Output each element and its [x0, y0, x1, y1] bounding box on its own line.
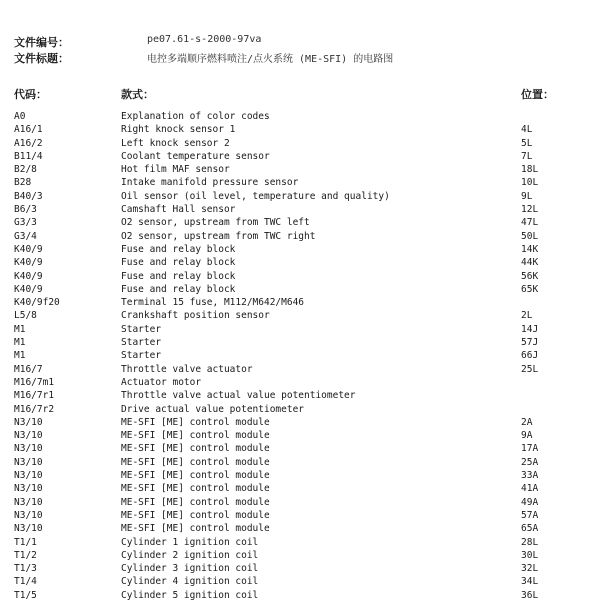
table-row — [0, 456, 607, 469]
component-description: Cylinder 3 ignition coil — [121, 563, 259, 575]
component-description: ME-SFI [ME] control module — [121, 509, 270, 521]
component-position: 49A — [521, 496, 539, 508]
component-code: M16/7m1 — [14, 376, 55, 388]
component-description: Actuator motor — [121, 376, 202, 388]
table-row — [0, 123, 607, 136]
component-description: ME-SFI [ME] control module — [121, 430, 270, 442]
component-position: 17A — [521, 443, 539, 455]
component-code: M1 — [14, 337, 26, 349]
table-row — [0, 296, 607, 309]
table-row — [0, 442, 607, 455]
component-code: K40/9 — [14, 283, 43, 295]
component-code: L5/8 — [14, 310, 37, 322]
component-description: Starter — [121, 350, 162, 362]
component-position: 33A — [521, 470, 539, 482]
component-code: A16/2 — [14, 137, 43, 149]
component-code: A0 — [14, 111, 26, 122]
component-position: 41A — [521, 483, 539, 495]
component-position: 57A — [521, 509, 539, 521]
component-code: B6/3 — [14, 204, 37, 216]
component-description: Right knock sensor 1 — [121, 124, 236, 136]
doc-number-label: 文件编号： — [14, 36, 69, 49]
table-row — [0, 562, 607, 575]
column-header-code: 代码： — [14, 88, 47, 101]
table-row — [0, 323, 607, 336]
table-row — [0, 137, 607, 150]
component-description: ME-SFI [ME] control module — [121, 456, 270, 468]
component-description: Throttle valve actuator — [121, 363, 253, 375]
component-description: Fuse and relay block — [121, 283, 236, 295]
component-code: M1 — [14, 323, 26, 335]
component-code: G3/4 — [14, 230, 37, 242]
component-position: 25A — [521, 456, 539, 468]
component-description: Left knock sensor 2 — [121, 137, 230, 149]
table-row — [0, 469, 607, 482]
component-description: Drive actual value potentiometer — [121, 403, 305, 415]
component-position: 36L — [521, 589, 539, 601]
component-description: ME-SFI [ME] control module — [121, 483, 270, 495]
table-row — [0, 163, 607, 176]
table-row — [0, 376, 607, 389]
component-position: 4L — [521, 124, 533, 136]
component-description: Oil sensor (oil level, temperature and quality) — [121, 190, 390, 202]
component-code: M1 — [14, 350, 26, 362]
component-description: ME-SFI [ME] control module — [121, 443, 270, 455]
component-code: G3/3 — [14, 217, 37, 229]
component-description: Fuse and relay block — [121, 270, 236, 282]
table-row — [0, 389, 607, 402]
table-row — [0, 416, 607, 429]
component-position: 34L — [521, 576, 539, 588]
doc-title-label: 文件标题： — [14, 52, 69, 65]
component-description: Cylinder 2 ignition coil — [121, 549, 259, 561]
table-row — [0, 429, 607, 442]
doc-title-value: 电控多端顺序燃料喷注/点火系统 (ME-SFI) 的电路图 — [147, 54, 394, 65]
component-code: N3/10 — [14, 496, 43, 508]
component-position: 28L — [521, 536, 539, 548]
component-code: B2/8 — [14, 164, 37, 176]
table-row — [0, 336, 607, 349]
column-header-desc: 款式： — [121, 88, 154, 101]
component-description: Hot film MAF sensor — [121, 164, 230, 176]
component-description: Fuse and relay block — [121, 257, 236, 269]
table-row — [0, 496, 607, 509]
component-description: ME-SFI [ME] control module — [121, 470, 270, 482]
component-position: 30L — [521, 549, 539, 561]
table-row — [0, 283, 607, 296]
component-description: Intake manifold pressure sensor — [121, 177, 299, 189]
component-code: T1/4 — [14, 576, 37, 588]
component-position: 5L — [521, 137, 533, 149]
table-row — [0, 575, 607, 588]
component-code: N3/10 — [14, 483, 43, 495]
component-position: 44K — [521, 257, 539, 269]
component-code: M16/7r2 — [14, 403, 55, 415]
component-description: Explanation of color codes — [121, 111, 270, 122]
component-position: 65A — [521, 523, 539, 535]
component-description: Terminal 15 fuse, M112/M642/M646 — [121, 297, 305, 309]
table-row — [0, 549, 607, 562]
component-position: 14J — [521, 323, 539, 335]
table-row — [0, 203, 607, 216]
component-description: Starter — [121, 323, 162, 335]
component-description: Cylinder 1 ignition coil — [121, 536, 259, 548]
component-description: O2 sensor, upstream from TWC left — [121, 217, 310, 229]
component-position: 65K — [521, 283, 539, 295]
table-row — [0, 309, 607, 322]
table-row — [0, 230, 607, 243]
component-code: B28 — [14, 177, 32, 189]
component-code: T1/3 — [14, 563, 37, 575]
component-position: 57J — [521, 337, 539, 349]
table-row — [0, 190, 607, 203]
component-code: N3/10 — [14, 523, 43, 535]
table-row — [0, 536, 607, 549]
table-row — [0, 482, 607, 495]
table-row — [0, 176, 607, 189]
component-position: 47L — [521, 217, 539, 229]
component-position: 9A — [521, 430, 533, 442]
table-row — [0, 243, 607, 256]
component-code: M16/7 — [14, 363, 43, 375]
component-description: Crankshaft position sensor — [121, 310, 270, 322]
component-code: N3/10 — [14, 443, 43, 455]
component-position: 18L — [521, 164, 539, 176]
component-position: 32L — [521, 563, 539, 575]
column-header-pos: 位置： — [521, 88, 554, 101]
component-code: N3/10 — [14, 456, 43, 468]
component-description: Starter — [121, 337, 162, 349]
component-list — [0, 110, 607, 602]
component-code: B11/4 — [14, 150, 43, 162]
table-row — [0, 403, 607, 416]
component-description: Fuse and relay block — [121, 243, 236, 255]
component-code: T1/1 — [14, 536, 37, 548]
table-row — [0, 216, 607, 229]
table-row — [0, 363, 607, 376]
table-row — [0, 349, 607, 362]
table-row — [0, 522, 607, 535]
component-position: 9L — [521, 190, 533, 202]
component-code: N3/10 — [14, 470, 43, 482]
table-row — [0, 270, 607, 283]
component-description: Coolant temperature sensor — [121, 150, 270, 162]
component-position: 12L — [521, 204, 539, 216]
component-code: T1/5 — [14, 589, 37, 601]
component-description: ME-SFI [ME] control module — [121, 523, 270, 535]
component-code: M16/7r1 — [14, 390, 55, 402]
component-description: ME-SFI [ME] control module — [121, 496, 270, 508]
component-code: K40/9 — [14, 270, 43, 282]
component-position: 14K — [521, 243, 539, 255]
component-position: 2A — [521, 416, 533, 428]
component-description: O2 sensor, upstream from TWC right — [121, 230, 316, 242]
component-position: 25L — [521, 363, 539, 375]
table-row — [0, 509, 607, 522]
component-code: K40/9 — [14, 243, 43, 255]
component-code: B40/3 — [14, 190, 43, 202]
component-position: 66J — [521, 350, 539, 362]
component-code: N3/10 — [14, 430, 43, 442]
component-code: N3/10 — [14, 509, 43, 521]
component-description: ME-SFI [ME] control module — [121, 416, 270, 428]
component-position: 56K — [521, 270, 539, 282]
component-description: Throttle valve actual value potentiometer — [121, 390, 356, 402]
component-position: 10L — [521, 177, 539, 189]
component-description: Cylinder 4 ignition coil — [121, 576, 259, 588]
component-code: K40/9 — [14, 257, 43, 269]
doc-number-value: pe07.61-s-2000-97va — [147, 34, 262, 45]
component-code: A16/1 — [14, 124, 43, 136]
component-code: N3/10 — [14, 416, 43, 428]
component-position: 7L — [521, 150, 533, 162]
component-position: 2L — [521, 310, 533, 322]
table-row — [0, 256, 607, 269]
component-position: 50L — [521, 230, 539, 242]
component-description: Cylinder 5 ignition coil — [121, 589, 259, 601]
component-description: Camshaft Hall sensor — [121, 204, 236, 216]
component-code: T1/2 — [14, 549, 37, 561]
component-code: K40/9f20 — [14, 297, 60, 309]
table-row — [0, 150, 607, 163]
table-row — [0, 110, 607, 123]
